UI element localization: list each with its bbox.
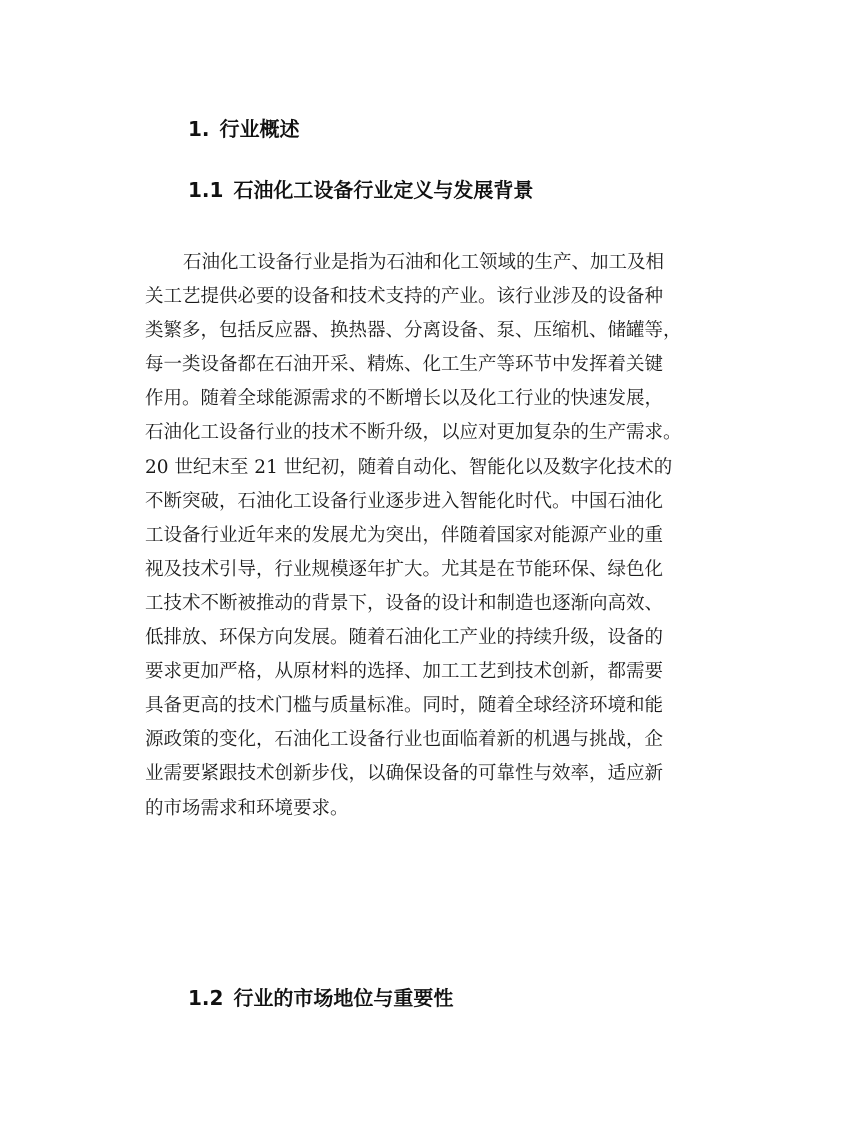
section-heading-1 (188, 119, 300, 139)
paragraph-line: 要求更加严格，从原材料的选择、加工工艺到技术创新，都需要 (145, 661, 664, 683)
paragraph-line: 业需要紧跟技术创新步伐，以确保设备的可靠性与效率，适应新 (145, 763, 664, 785)
section-title: 行业的市场地位与重要性 (233, 986, 454, 1010)
paragraph-line: 工技术不断被推动的背景下，设备的设计和制造也逐渐向高效、 (145, 592, 664, 614)
paragraph-line: 低排放、环保方向发展。随着石油化工产业的持续升级，设备的 (145, 627, 664, 649)
paragraph-line: 视及技术引导，行业规模逐年扩大。尤其是在节能环保、绿色化 (145, 558, 664, 580)
section-title: 行业概述 (219, 117, 300, 141)
paragraph-line: 类繁多，包括反应器、换热器、分离设备、泵、压缩机、储罐等， (145, 320, 682, 342)
paragraph-line: 不断突破，石油化工设备行业逐步进入智能化时代。中国石油化 (145, 490, 664, 512)
paragraph-line: 20 世纪末至 21 世纪初，随着自动化、智能化以及数字化技术的 (145, 456, 673, 478)
section-title: 石油化工设备行业定义与发展背景 (233, 178, 534, 202)
paragraph-line: 作用。随着全球能源需求的不断增长以及化工行业的快速发展， (145, 388, 664, 410)
section-number: 1.1 (188, 178, 224, 202)
section-number: 1. (188, 117, 210, 141)
paragraph-line: 关工艺提供必要的设备和技术支持的产业。该行业涉及的设备种 (145, 286, 664, 308)
paragraph-line: 的市场需求和环境要求。 (145, 797, 349, 819)
paragraph-line: 工设备行业近年来的发展尤为突出，伴随着国家对能源产业的重 (145, 524, 664, 546)
paragraph-line: 源政策的变化，石油化工设备行业也面临着新的机遇与挑战，企 (145, 729, 664, 751)
paragraph-line: 石油化工设备行业的技术不断升级，以应对更加复杂的生产需求。 (145, 422, 682, 444)
section-heading-1-1 (188, 180, 533, 200)
paragraph-line: 石油化工设备行业是指为石油和化工领域的生产、加工及相 (183, 252, 665, 273)
body-paragraph (145, 249, 725, 829)
section-heading-1-2 (188, 988, 453, 1008)
section-number: 1.2 (188, 986, 224, 1010)
paragraph-line: 每一类设备都在石油开采、精炼、化工生产等环节中发挥着关键 (145, 354, 664, 376)
paragraph-line: 具备更高的技术门槛与质量标准。同时，随着全球经济环境和能 (145, 695, 664, 717)
